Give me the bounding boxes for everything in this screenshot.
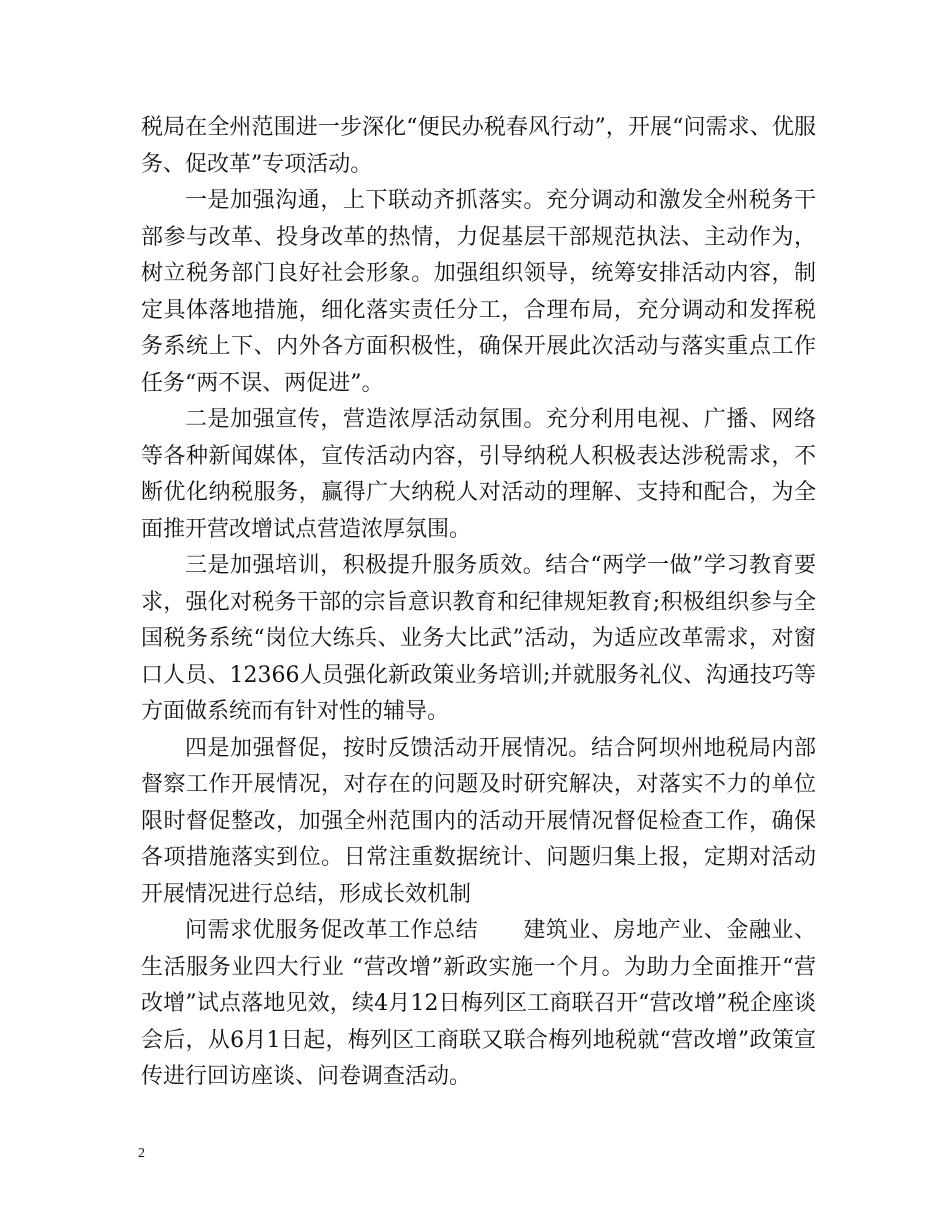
- document-body: [141, 110, 816, 1096]
- paragraph-communication: 一是加强沟通，上下联动齐抓落实。充分调动和激发全州税务干部参与改革、投身改革的热情，力促基层干部规范执法、主动作为，树立税务部门良好社会形象。加强组织领导，统筹安排活动内容，制定具体落地措施，细化落实责任分工，合理布局，充分调动和发挥税务系统上下、内外各方面积极性，确保开展此次活动与落实重点工作任务“两不误、两促进”。: [141, 188, 816, 396]
- paragraph-intro: 税局在全州范围进一步深化“便民办税春风行动”，开展“问需求、优服务、促改革”专项活动。: [141, 115, 816, 177]
- page-number: 2: [138, 1146, 145, 1161]
- paragraph-supervision: 四是加强督促，按时反馈活动开展情况。结合阿坝州地税局内部督察工作开展情况，对存在的问题及时研究解决，对落实不力的单位限时督促整改，加强全州范围内的活动开展情况督促检查工作，确保各项措施落实到位。日常注重数据统计、问题归集上报，定期对活动开展情况进行总结，形成长效机制: [141, 735, 816, 907]
- paragraph-publicity: 二是加强宣传，营造浓厚活动氛围。充分利用电视、广播、网络等各种新闻媒体，宣传活动内容，引导纳税人积极表达涉税需求，不断优化纳税服务，赢得广大纳税人对活动的理解、支持和配合，为全面推开营改增试点营造浓厚氛围。: [141, 407, 816, 542]
- paragraph-summary: 问需求优服务促改革工作总结 建筑业、房地产业、金融业、生活服务业四大行业 “营改增”新政实施一个月。为助力全面推开“营改增”试点落地见效，续4月12日梅列区工商联召开“营改增”税企座谈会后，从6月1日起，梅列区工商联又联合梅列地税就“营改增”政策宣传进行回访座谈、问卷调查活动。: [141, 918, 816, 1089]
- paragraph-training: 三是加强培训，积极提升服务质效。结合“两学一做”学习教育要求，强化对税务干部的宗旨意识教育和纪律规矩教育;积极组织参与全国税务系统“岗位大练兵、业务大比武”活动，为适应改革需求，对窗口人员、12366人员强化新政策业务培训;并就服务礼仪、沟通技巧等方面做系统而有针对性的辅导。: [141, 553, 816, 724]
